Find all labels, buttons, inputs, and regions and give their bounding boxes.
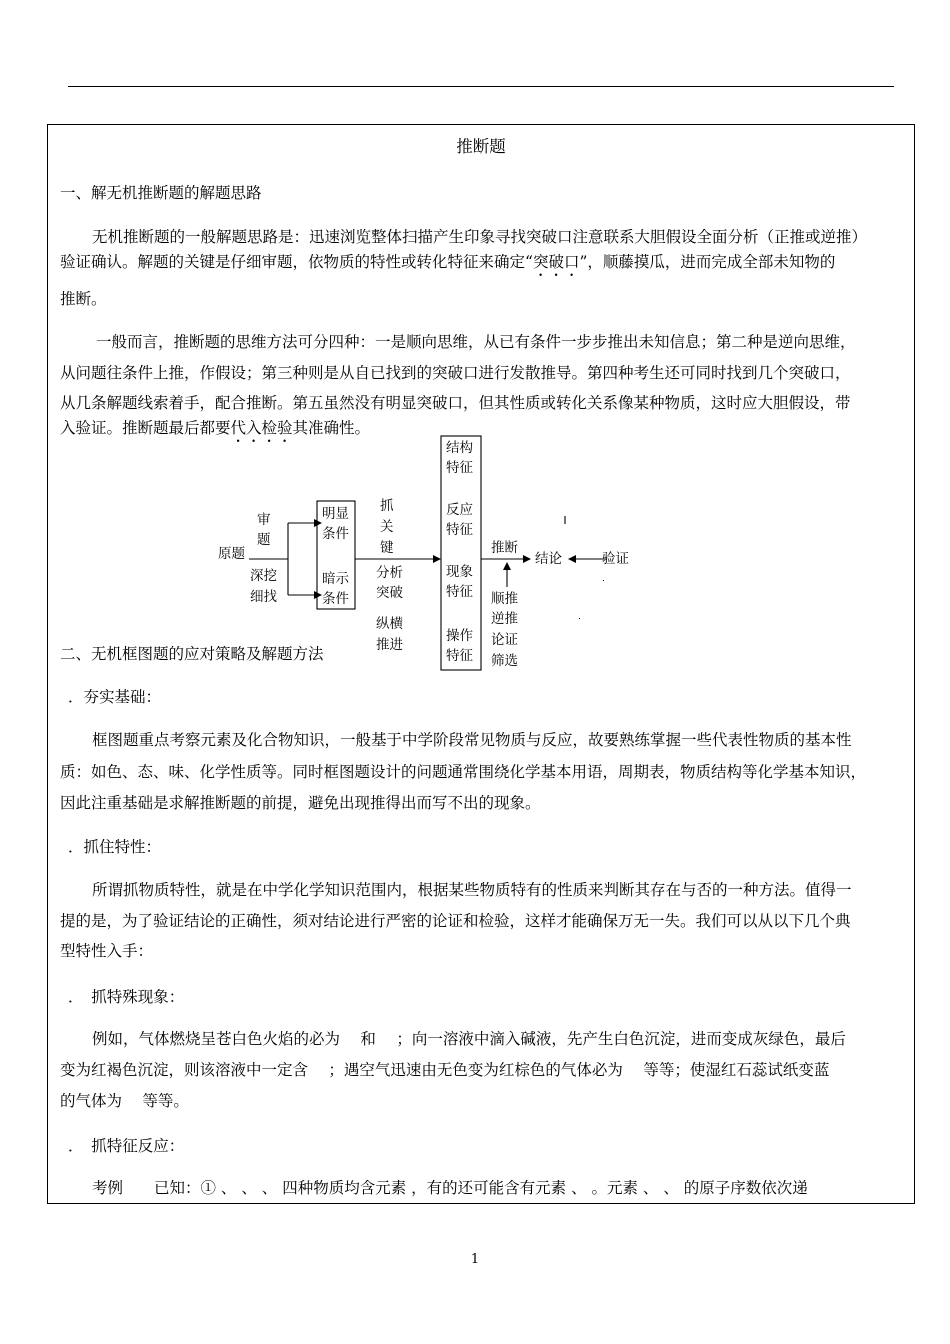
diagram-feature-structure-2: 特征: [446, 460, 473, 476]
diagram-method-argue: 论证: [491, 632, 518, 648]
arrowhead-verify: [568, 555, 576, 563]
properties-line3: 型特性入手：: [60, 942, 154, 960]
subsection-reactions-label: ． 抓特征反应：: [68, 1137, 185, 1155]
subsection-phenomena-label: ． 抓特殊现象：: [68, 988, 185, 1006]
diagram-feature-phenomenon-2: 特征: [446, 584, 473, 600]
reactions-line1: 考例 已知：① 、 、 、 四种物质均含元素 ，有的还可能含有元素 、 。元素 、 、 的原子序数依次递: [92, 1179, 808, 1197]
arrowhead-explicit: [314, 519, 322, 527]
diagram-dig-1: 深挖: [250, 568, 277, 584]
diagram-grasp-1: 抓: [380, 498, 394, 514]
diagram-feature-operation-2: 特征: [446, 648, 473, 664]
section1-heading: 一、解无机推断题的解题思路: [60, 184, 262, 202]
para2-line4: 入验证。推断题最后都要代入检验其准确性。: [60, 419, 371, 437]
arrowhead-implicit: [314, 591, 322, 599]
diagram-across-2: 推进: [376, 637, 403, 653]
section2-heading: 二、无机框图题的应对策略及解题方法: [60, 645, 324, 663]
emphasis-substitute-check: 代入检验: [230, 419, 293, 437]
diagram-feature-phenomenon-1: 现象: [446, 564, 473, 580]
page-number: 1: [470, 1252, 480, 1267]
diagram-conclusion: 结论: [535, 551, 562, 567]
diagram-explicit-1: 明显: [322, 506, 349, 522]
diagram-method-screen: 筛选: [491, 653, 518, 669]
diagram-examine-2: 题: [257, 532, 271, 548]
diagram-feature-operation-1: 操作: [446, 628, 473, 644]
page-title: 推断题: [456, 137, 506, 156]
arrowhead-features: [433, 555, 441, 563]
diagram-feature-reaction-2: 特征: [446, 522, 473, 538]
subsection-foundation-label: ．夯实基础：: [68, 688, 162, 706]
foundation-line3: 因此注重基础是求解推断题的前提，避免出现推得出而写不出的现象。: [60, 794, 541, 812]
diagram-grasp-3: 键: [380, 540, 394, 556]
para2-line3: 从几条解题线索着手，配合推断。第五虽然没有明显突破口，但其性质或转化关系像某种物质，这时应大胆假设，带: [60, 394, 851, 412]
phenomena-line1: 例如，气体燃烧呈苍白色火焰的必为 和 ；向一溶液中滴入碱液，先产生白色沉淀，进而变成灰绿色，最后: [92, 1030, 846, 1048]
speck-2: [579, 618, 580, 619]
diagram-method-forward: 顺推: [491, 591, 518, 607]
diagram-verify: 验证: [602, 551, 629, 567]
diagram-explicit-2: 条件: [322, 526, 349, 542]
arrowhead-methods: [503, 562, 511, 570]
diagram-infer: 推断: [491, 540, 518, 556]
diagram-source: 原题: [218, 546, 245, 562]
phenomena-line2: 变为红褐色沉淀，则该溶液中一定含 ；遇空气迅速由无色变为红棕色的气体必为 等等；使湿红石蕊试纸变蓝: [60, 1061, 830, 1079]
foundation-line1: 框图题重点考察元素及化合物知识，一般基于中学阶段常见物质与反应，故要熟练掌握一些代表性物质的基本性: [92, 731, 852, 749]
emphasis-breakthrough: 突破口: [532, 253, 580, 271]
diagram-feature-reaction-1: 反应: [446, 502, 473, 518]
diagram-across-1: 纵横: [376, 616, 403, 632]
para2-line2: 从问题往条件上推，作假设；第三种则是从自已找到的突破口进行发散推导。第四种考生还可同时找到几个突破口，: [60, 364, 851, 382]
diagram-feature-structure-1: 结构: [446, 440, 473, 456]
diagram-analyze-2: 突破: [376, 585, 403, 601]
diagram-analyze-1: 分析: [376, 565, 403, 581]
properties-line1: 所谓抓物质特性，就是在中学化学知识范围内，根据某些物质特有的性质来判断其存在与否的一种方法。值得一: [92, 881, 852, 899]
content-box: [47, 124, 915, 1204]
diagram-grasp-2: 关: [380, 519, 394, 535]
foundation-line2: 质：如色、态、味、化学性质等。同时框图题设计的问题通常围绕化学基本用语，周期表，物质结构等化学基本知识，: [60, 763, 867, 781]
properties-line2: 提的是，为了验证结论的正确性，须对结论进行严密的论证和检验，这样才能确保万无一失。我们可以从以下几个典: [60, 912, 851, 930]
para1-line2: 验证确认。解题的关键是仔细审题，依物质的特性或转化特征来确定“突破口”，顺藤摸瓜，进而完成全部未知物的: [60, 253, 836, 271]
subsection-properties-label: ．抓住特性：: [68, 838, 162, 856]
speck-1: [603, 580, 604, 581]
para1-line1: 无机推断题的一般解题思路是：迅速浏览整体扫描产生印象寻找突破口注意联系大胆假设全面分析（正推或逆推）: [92, 228, 868, 246]
diagram-examine-1: 审: [257, 512, 271, 528]
phenomena-line3: 的气体为 等等。: [60, 1092, 189, 1110]
arrowhead-conclusion: [523, 555, 531, 563]
flow-diagram-lines: [48, 125, 916, 685]
diagram-dig-2: 细找: [250, 589, 277, 605]
header-rule: [68, 86, 894, 87]
diagram-implicit-2: 条件: [322, 591, 349, 607]
para1-line3: 推断。: [60, 290, 107, 308]
diagram-method-backward: 逆推: [491, 611, 518, 627]
para2-line1: 一般而言，推断题的思维方法可分四种：一是顺向思维，从已有条件一步步推出未知信息；第二种是逆向思维，: [96, 333, 856, 351]
diagram-implicit-1: 暗示: [322, 571, 349, 587]
